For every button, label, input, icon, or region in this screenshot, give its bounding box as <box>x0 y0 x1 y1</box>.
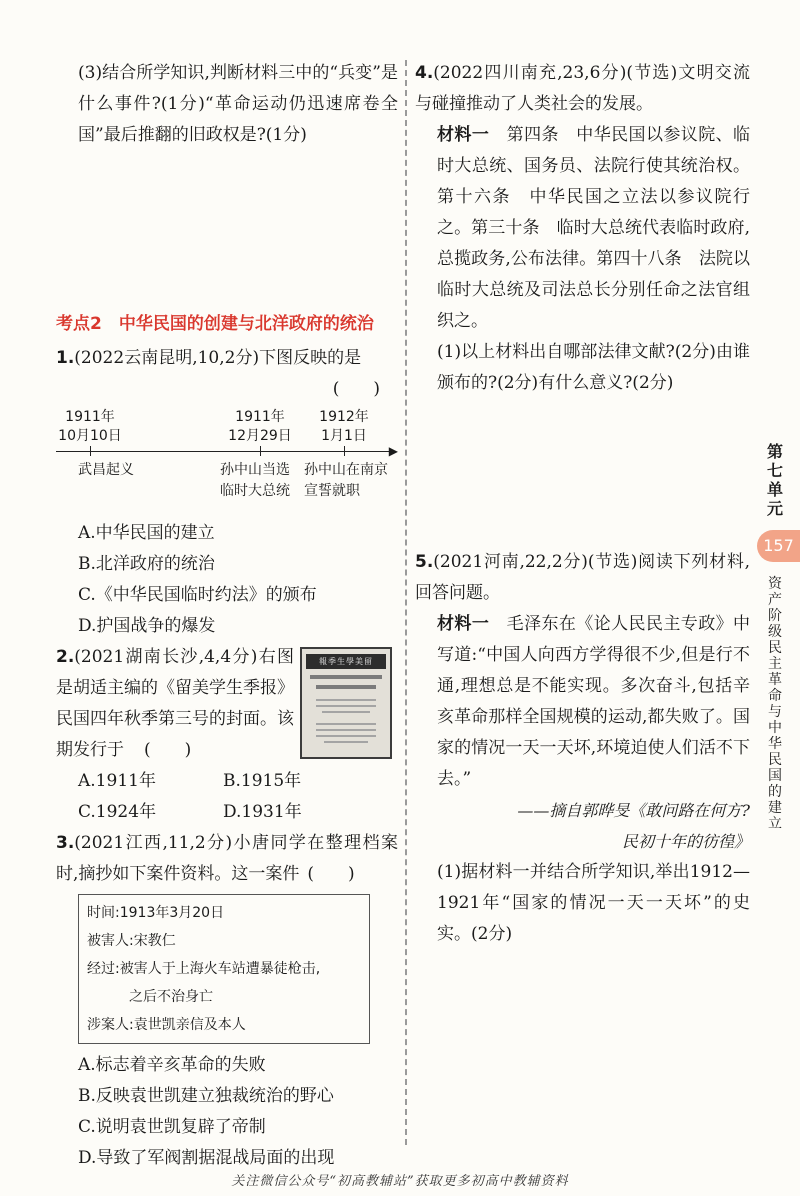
q2-choices-row-1 <box>56 766 398 797</box>
q3-choice-d[interactable]: D.导致了军阀割据混战局面的出现 <box>78 1148 335 1168</box>
q4-stem: (2022四川南充,23,6分)(节选)文明交流与碰撞推动了人类社会的发展。 <box>415 63 750 114</box>
timeline-date-1: 1911年 10月10日 <box>58 409 122 444</box>
q1-choice-a[interactable]: A.中华民国的建立 <box>78 523 215 543</box>
q2-choice-d[interactable]: D.1931年 <box>223 802 302 822</box>
question-2 <box>56 642 398 828</box>
q4-sub-question-1: (1)以上材料出自哪部法律文献?(2分)由谁颁布的?(2分)有什么意义?(2分) <box>437 342 750 393</box>
q3-choice-a[interactable]: A.标志着辛亥革命的失败 <box>78 1055 266 1075</box>
q5-number: 5. <box>415 552 434 572</box>
q4-answer-space[interactable] <box>415 399 750 547</box>
q4-material-label: 材料一 <box>437 125 490 145</box>
q2-choice-c[interactable]: C.1924年 <box>78 802 157 822</box>
question-3 <box>56 828 398 1174</box>
case-process-cont: 之后不治身亡 <box>129 989 213 1005</box>
right-column <box>415 58 750 950</box>
case-victim: 被害人:宋教仁 <box>87 933 176 949</box>
q1-choice-c[interactable]: C.《中华民国临时约法》的颁布 <box>78 585 317 605</box>
q4-number: 4. <box>415 63 434 83</box>
case-time: 时间:1913年3月20日 <box>87 905 225 921</box>
question-4 <box>415 58 750 399</box>
question-5 <box>415 547 750 950</box>
timeline-tick-1 <box>90 446 91 456</box>
q5-material-text: 毛泽东在《论人民民主专政》中写道:“中国人向西方学得很不少,但是行不通,理想总是不能实现。多次奋斗,包括辛亥革命那样全国规模的运动,都失败了。国家的情况一天一天坏,环境迫使人们活不下去。” <box>437 614 751 789</box>
q1-choice-d[interactable]: D.护国战争的爆发 <box>78 616 216 636</box>
timeline-tick-2 <box>260 446 261 456</box>
q3-choice-c[interactable]: C.说明袁世凯复辟了帝制 <box>78 1117 266 1137</box>
timeline-event-1: 武昌起义 <box>78 462 134 478</box>
q3-answer-paren[interactable]: ( ) <box>307 864 355 884</box>
q1-stem: (2022云南昆明,10,2分)下图反映的是 <box>74 348 362 368</box>
q4-material-text: 第四条 中华民国以参议院、临时大总统、国务员、法院行使其统治权。第十六条 中华民国之立法以参议院行之。第三十条 临时大总统代表临时政府,总揽政务,公布法律。第四十八条 法院以临时大总统及司法总长分别任命之法官组织之。 <box>437 125 751 331</box>
timeline-date-2: 1911年 12月29日 <box>228 409 292 444</box>
side-tab <box>757 430 800 850</box>
q5-citation-line-1: ——摘自郭晔旻《敢问路在何方? <box>517 801 750 820</box>
case-suspect: 涉案人:袁世凯亲信及本人 <box>87 1017 246 1033</box>
q2-choice-b[interactable]: B.1915年 <box>223 771 302 791</box>
q5-citation-line-2: 民初十年的彷徨》 <box>621 832 750 851</box>
q2-number: 2. <box>56 647 75 667</box>
case-record-box <box>78 894 370 1044</box>
timeline-axis <box>56 451 396 452</box>
q3-number: 3. <box>56 833 75 853</box>
unit-label: 第七单元 <box>766 442 783 518</box>
timeline-event-2: 孙中山当选 临时大总统 <box>220 462 290 499</box>
timeline-tick-3 <box>344 446 345 456</box>
magazine-cover-title: 報季生學美留 <box>306 654 386 669</box>
q1-number: 1. <box>56 348 75 368</box>
section-title: 考点2 中华民国的创建与北洋政府的统治 <box>56 314 374 334</box>
q1-choice-b[interactable]: B.北洋政府的统治 <box>78 554 215 574</box>
case-process: 经过:被害人于上海火车站遭暴徒枪击, <box>87 961 321 977</box>
q3-stem: (2021江西,11,2分)小唐同学在整理档案时,摘抄如下案件资料。这一案件 <box>56 833 398 884</box>
q5-stem: (2021河南,22,2分)(节选)阅读下列材料,回答问题。 <box>415 552 750 603</box>
timeline-date-3: 1912年 1月1日 <box>319 409 369 444</box>
q1-answer-paren[interactable]: ( ) <box>332 379 380 399</box>
left-column <box>56 58 398 1174</box>
footer-note: 关注微信公众号“初高教辅站”获取更多初高中教辅资料 <box>231 1174 569 1189</box>
timeline-event-3: 孙中山在南京 宣誓就职 <box>304 462 388 499</box>
magazine-cover-photo <box>300 647 392 759</box>
q5-sub-question-1: (1)据材料一并结合所学知识,举出1912—1921年“国家的情况一天一天坏”的史实。(2分) <box>437 862 750 944</box>
q1-timeline <box>56 408 398 518</box>
q2-choices-row-2 <box>56 797 398 828</box>
q3-choice-b[interactable]: B.反映袁世凯建立独裁统治的野心 <box>78 1086 334 1106</box>
q2-choice-a[interactable]: A.1911年 <box>78 771 156 791</box>
timeline-arrow-icon: ▶ <box>388 444 398 458</box>
column-divider <box>405 60 407 1145</box>
q2-answer-paren[interactable]: ( ) <box>144 740 192 760</box>
q2-stem: (2021湖南长沙,4,4分)右图是胡适主编的《留美学生季报》民国四年秋季第三号的封面。该期发行于 <box>56 647 294 760</box>
q5-material-label: 材料一 <box>437 614 490 634</box>
q-prev-part3: (3)结合所学知识,判断材料三中的“兵变”是什么事件?(1分)“革命运动仍迅速席卷全国”最后推翻的旧政权是?(1分) <box>78 63 398 145</box>
question-1 <box>56 343 398 642</box>
page-number: 157 <box>757 530 800 562</box>
unit-title: 资产阶级民主革命与中华民国的建立 <box>768 576 782 832</box>
